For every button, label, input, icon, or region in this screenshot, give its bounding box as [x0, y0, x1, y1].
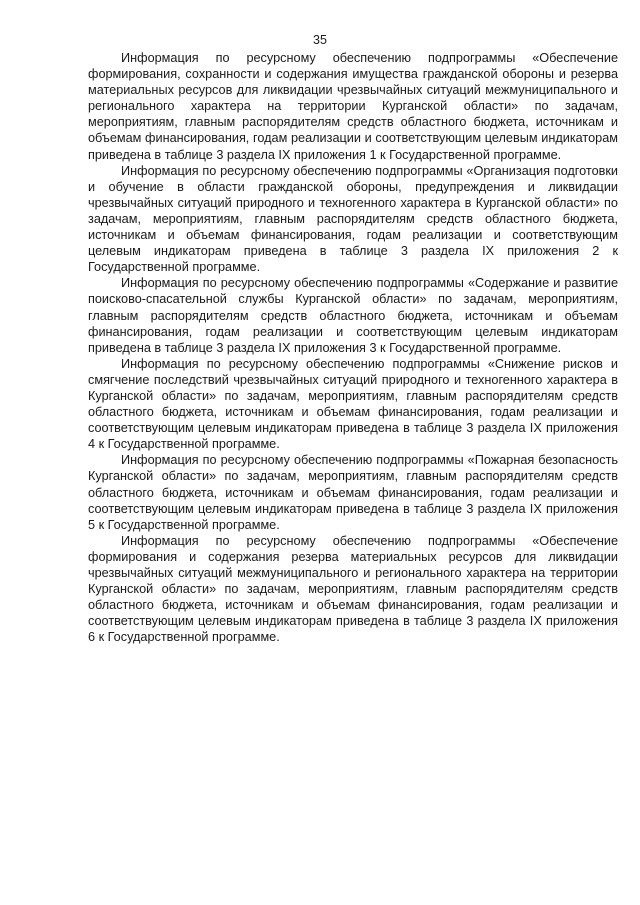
paragraph-subprogram-6: Информация по ресурсному обеспечению подпрограммы «Обеспечение формирования и содержания резерва материальных ресурсов для ликвидации чрезвычайных ситуаций межмуниципального и регионального характера на территории Курганской области» по задачам, мероприятиям, главным распорядителям средств областного бюджета, источникам и объемам финансирования, годам реализации и соответствующим целевым индикаторам приведена в таблице 3 раздела IX приложения 6 к Государственной программе. [88, 533, 618, 645]
paragraph-subprogram-2: Информация по ресурсному обеспечению подпрограммы «Организация подготовки и обучение в области гражданской обороны, предупреждения и ликвидации чрезвычайных ситуаций природного и техногенного характера в Курганской области» по задачам, мероприятиям, главным распорядителям средств областного бюджета, источникам и объемам финансирования, годам реализации и соответствующим целевым индикаторам приведена в таблице 3 раздела IX приложения 2 к Государственной программе. [88, 163, 618, 275]
paragraph-subprogram-4: Информация по ресурсному обеспечению подпрограммы «Снижение рисков и смягчение последствий чрезвычайных ситуаций природного и техногенного характера в Курганской области» по задачам, мероприятиям, главным распорядителям средств областного бюджета, источникам и объемам финансирования, годам реализации и соответствующим целевым индикаторам приведена в таблице 3 раздела IX приложения 4 к Государственной программе. [88, 356, 618, 452]
document-body [88, 50, 618, 645]
page-number: 35 [313, 33, 327, 47]
paragraph-subprogram-3: Информация по ресурсному обеспечению подпрограммы «Содержание и развитие поисково-спасательной службы Курганской области» по задачам, мероприятиям, главным распорядителям средств областного бюджета, источникам и объемам финансирования, годам реализации и соответствующим целевым индикаторам приведена в таблице 3 раздела IX приложения 3 к Государственной программе. [88, 276, 618, 355]
paragraph-subprogram-5: Информация по ресурсному обеспечению подпрограммы «Пожарная безопасность Курганской области» по задачам, мероприятиям, главным распорядителям средств областного бюджета, источникам и объемам финансирования, годам реализации и соответствующим целевым индикаторам приведена в таблице 3 раздела IX приложения 5 к Государственной программе. [88, 453, 618, 532]
paragraph-subprogram-1: Информация по ресурсному обеспечению подпрограммы «Обеспечение формирования, сохранности и содержания имущества гражданской обороны и резерва материальных ресурсов для ликвидации чрезвычайных ситуаций межмуниципального и регионального характера на территории Курганской области» по задачам, мероприятиям, главным распорядителям средств областного бюджета, источникам и объемам финансирования, годам реализации и соответствующим целевым индикаторам приведена в таблице 3 раздела IX приложения 1 к Государственной программе. [88, 51, 618, 162]
